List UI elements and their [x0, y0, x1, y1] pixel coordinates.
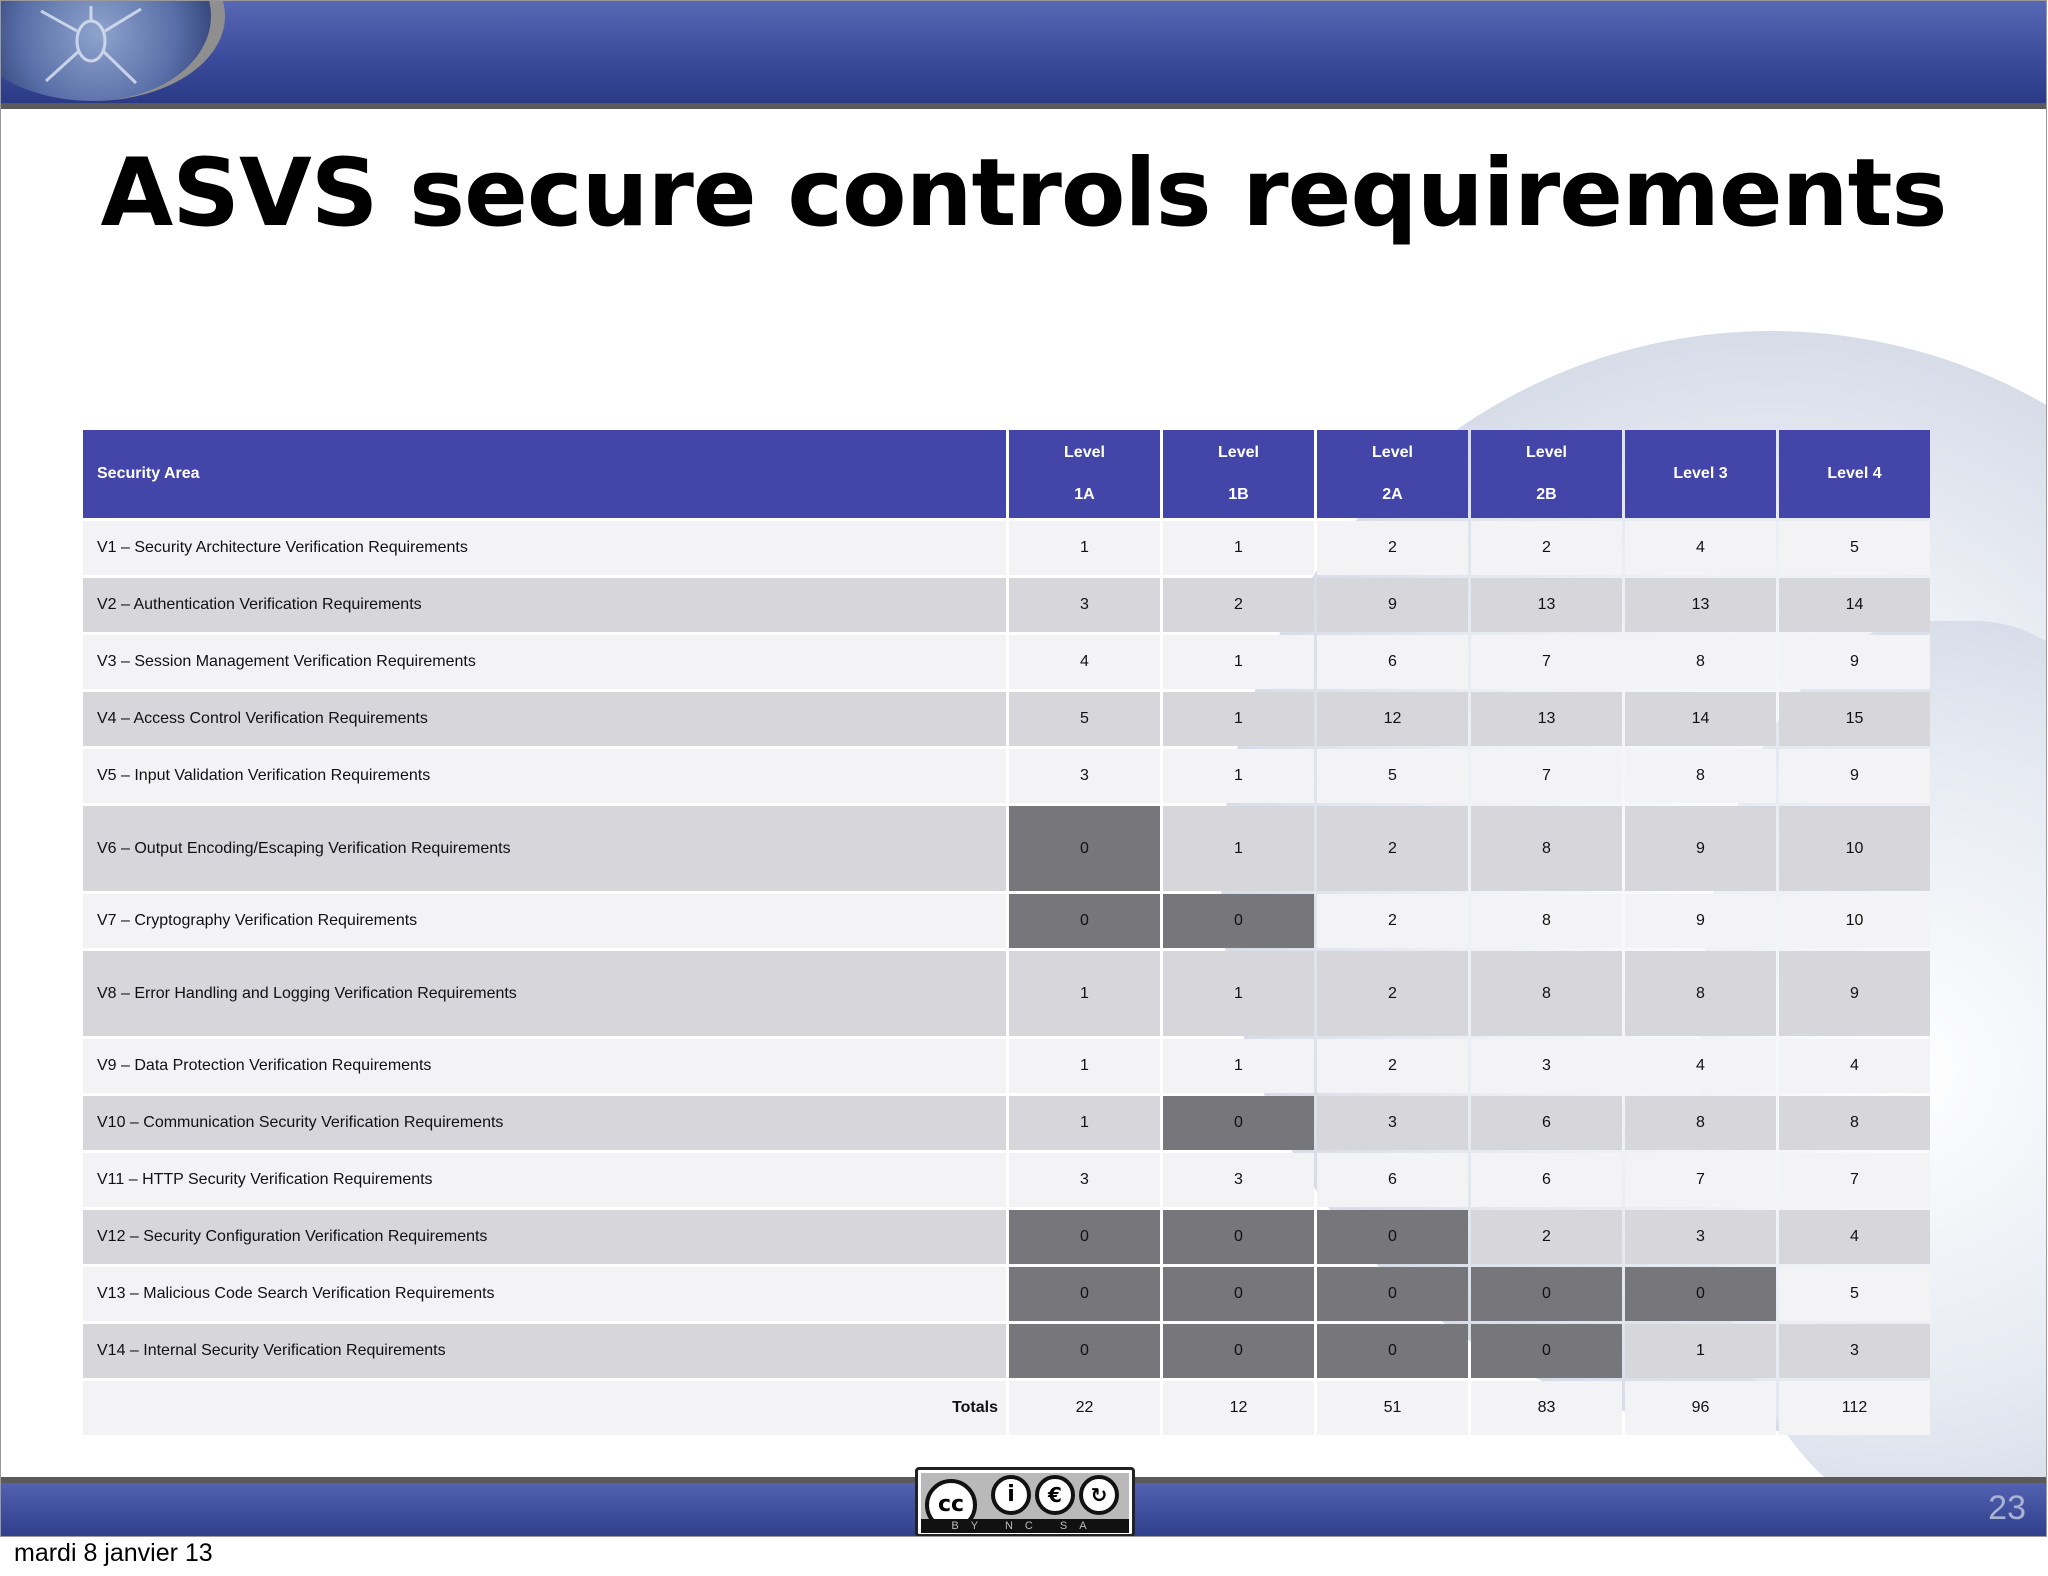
- level-value-cell: 7: [1625, 1153, 1776, 1207]
- level-value-cell: 1: [1163, 1039, 1314, 1093]
- level-value-cell: 14: [1625, 692, 1776, 746]
- level-value-cell: 0: [1163, 1324, 1314, 1378]
- owasp-wasp-logo-icon: [0, 0, 225, 101]
- level-value-cell: 6: [1317, 1153, 1468, 1207]
- sharealike-icon: ↻: [1079, 1475, 1119, 1515]
- level-value-cell: 4: [1779, 1039, 1930, 1093]
- level-value-cell: 0: [1009, 806, 1160, 891]
- level-value-cell: 9: [1779, 951, 1930, 1036]
- attribution-icon: i: [991, 1475, 1031, 1515]
- level-value-cell: 0: [1009, 1324, 1160, 1378]
- security-area-cell: V9 – Data Protection Verification Requirements: [83, 1039, 1006, 1093]
- level-value-cell: 7: [1471, 749, 1622, 803]
- total-value-cell: 112: [1779, 1381, 1930, 1435]
- level-value-cell: 4: [1625, 521, 1776, 575]
- level-value-cell: 5: [1009, 692, 1160, 746]
- security-area-cell: V14 – Internal Security Verification Requirements: [83, 1324, 1006, 1378]
- table-row: [83, 806, 1930, 891]
- level-value-cell: 1: [1009, 1039, 1160, 1093]
- level-value-cell: 3: [1009, 1153, 1160, 1207]
- slide-title: ASVS secure controls requirements: [100, 139, 1947, 248]
- level-value-cell: 1: [1009, 521, 1160, 575]
- level-value-cell: 8: [1471, 951, 1622, 1036]
- total-value-cell: 83: [1471, 1381, 1622, 1435]
- table-row: [83, 578, 1930, 632]
- level-value-cell: 0: [1009, 1210, 1160, 1264]
- security-area-cell: V3 – Session Management Verification Requirements: [83, 635, 1006, 689]
- level-value-cell: 0: [1009, 1267, 1160, 1321]
- level-value-cell: 13: [1625, 578, 1776, 632]
- table-row: [83, 521, 1930, 575]
- total-value-cell: 51: [1317, 1381, 1468, 1435]
- level-value-cell: 6: [1471, 1153, 1622, 1207]
- level-value-cell: 8: [1471, 894, 1622, 948]
- level-value-cell: 5: [1779, 1267, 1930, 1321]
- level-value-cell: 9: [1779, 635, 1930, 689]
- level-value-cell: 3: [1625, 1210, 1776, 1264]
- top-banner: [1, 1, 2046, 109]
- security-area-cell: V10 – Communication Security Verification Requirements: [83, 1096, 1006, 1150]
- level-value-cell: 0: [1317, 1324, 1468, 1378]
- table-row: [83, 1153, 1930, 1207]
- table-row: [83, 692, 1930, 746]
- security-area-cell: V6 – Output Encoding/Escaping Verification Requirements: [83, 806, 1006, 891]
- level-value-cell: 4: [1625, 1039, 1776, 1093]
- header-security-area: Security Area: [83, 430, 1006, 518]
- level-value-cell: 0: [1163, 1267, 1314, 1321]
- creative-commons-badge: [915, 1467, 1135, 1537]
- table-row: [83, 749, 1930, 803]
- totals-row: [83, 1381, 1930, 1435]
- level-value-cell: 0: [1317, 1210, 1468, 1264]
- security-area-cell: V11 – HTTP Security Verification Requirements: [83, 1153, 1006, 1207]
- level-value-cell: 9: [1317, 578, 1468, 632]
- level-value-cell: 1: [1163, 951, 1314, 1036]
- total-value-cell: 22: [1009, 1381, 1160, 1435]
- level-value-cell: 13: [1471, 578, 1622, 632]
- total-value-cell: 12: [1163, 1381, 1314, 1435]
- level-value-cell: 1: [1009, 951, 1160, 1036]
- table-row: [83, 635, 1930, 689]
- total-value-cell: 96: [1625, 1381, 1776, 1435]
- level-value-cell: 8: [1625, 635, 1776, 689]
- level-value-cell: 1: [1163, 806, 1314, 891]
- level-value-cell: 1: [1163, 521, 1314, 575]
- level-value-cell: 8: [1625, 749, 1776, 803]
- table-row: [83, 951, 1930, 1036]
- level-value-cell: 2: [1471, 1210, 1622, 1264]
- table-row: [83, 1210, 1930, 1264]
- header-level-1b: Level 1B: [1163, 430, 1314, 518]
- security-area-cell: V4 – Access Control Verification Requirements: [83, 692, 1006, 746]
- level-value-cell: 7: [1471, 635, 1622, 689]
- level-value-cell: 10: [1779, 806, 1930, 891]
- header-level-1a: Level 1A: [1009, 430, 1160, 518]
- cc-icon: cc: [925, 1479, 977, 1531]
- level-value-cell: 2: [1317, 521, 1468, 575]
- header-level-2b: Level 2B: [1471, 430, 1622, 518]
- level-value-cell: 6: [1317, 635, 1468, 689]
- table-row: [83, 1267, 1930, 1321]
- header-level-4: Level 4: [1779, 430, 1930, 518]
- level-value-cell: 2: [1317, 894, 1468, 948]
- security-area-cell: V12 – Security Configuration Verification Requirements: [83, 1210, 1006, 1264]
- noncommercial-icon: €: [1035, 1475, 1075, 1515]
- level-value-cell: 2: [1317, 1039, 1468, 1093]
- level-value-cell: 13: [1471, 692, 1622, 746]
- security-area-cell: V8 – Error Handling and Logging Verification Requirements: [83, 951, 1006, 1036]
- level-value-cell: 9: [1625, 894, 1776, 948]
- level-value-cell: 3: [1163, 1153, 1314, 1207]
- level-value-cell: 0: [1163, 894, 1314, 948]
- level-value-cell: 7: [1779, 1153, 1930, 1207]
- level-value-cell: 9: [1625, 806, 1776, 891]
- level-value-cell: 3: [1317, 1096, 1468, 1150]
- level-value-cell: 3: [1471, 1039, 1622, 1093]
- table-row: [83, 894, 1930, 948]
- level-value-cell: 10: [1779, 894, 1930, 948]
- security-area-cell: V7 – Cryptography Verification Requirements: [83, 894, 1006, 948]
- level-value-cell: 2: [1471, 521, 1622, 575]
- license-label: BY NC SA: [921, 1519, 1129, 1533]
- header-level-3: Level 3: [1625, 430, 1776, 518]
- level-value-cell: 8: [1625, 951, 1776, 1036]
- table-header-row: [83, 430, 1930, 518]
- level-value-cell: 12: [1317, 692, 1468, 746]
- totals-label: Totals: [83, 1381, 1006, 1435]
- security-area-cell: V5 – Input Validation Verification Requirements: [83, 749, 1006, 803]
- level-value-cell: 1: [1625, 1324, 1776, 1378]
- security-area-cell: V13 – Malicious Code Search Verification Requirements: [83, 1267, 1006, 1321]
- header-level-2a: Level 2A: [1317, 430, 1468, 518]
- level-value-cell: 5: [1317, 749, 1468, 803]
- level-value-cell: 8: [1625, 1096, 1776, 1150]
- table-row: [83, 1096, 1930, 1150]
- level-value-cell: 0: [1009, 894, 1160, 948]
- table-row: [83, 1039, 1930, 1093]
- level-value-cell: 1: [1009, 1096, 1160, 1150]
- level-value-cell: 6: [1471, 1096, 1622, 1150]
- level-value-cell: 2: [1317, 806, 1468, 891]
- level-value-cell: 1: [1163, 749, 1314, 803]
- level-value-cell: 9: [1779, 749, 1930, 803]
- level-value-cell: 4: [1009, 635, 1160, 689]
- security-area-cell: V2 – Authentication Verification Requirements: [83, 578, 1006, 632]
- level-value-cell: 0: [1471, 1324, 1622, 1378]
- level-value-cell: 0: [1317, 1267, 1468, 1321]
- level-value-cell: 2: [1317, 951, 1468, 1036]
- level-value-cell: 8: [1779, 1096, 1930, 1150]
- level-value-cell: 3: [1009, 749, 1160, 803]
- level-value-cell: 3: [1779, 1324, 1930, 1378]
- level-value-cell: 3: [1009, 578, 1160, 632]
- requirements-table: [80, 427, 1933, 1438]
- level-value-cell: 0: [1163, 1210, 1314, 1264]
- level-value-cell: 2: [1163, 578, 1314, 632]
- level-value-cell: 4: [1779, 1210, 1930, 1264]
- level-value-cell: 5: [1779, 521, 1930, 575]
- level-value-cell: 0: [1471, 1267, 1622, 1321]
- table-row: [83, 1324, 1930, 1378]
- level-value-cell: 8: [1471, 806, 1622, 891]
- level-value-cell: 1: [1163, 635, 1314, 689]
- level-value-cell: 15: [1779, 692, 1930, 746]
- level-value-cell: 14: [1779, 578, 1930, 632]
- page-number: 23: [1988, 1489, 2026, 1527]
- level-value-cell: 0: [1163, 1096, 1314, 1150]
- date-label: mardi 8 janvier 13: [14, 1539, 213, 1567]
- level-value-cell: 0: [1625, 1267, 1776, 1321]
- security-area-cell: V1 – Security Architecture Verification Requirements: [83, 521, 1006, 575]
- level-value-cell: 1: [1163, 692, 1314, 746]
